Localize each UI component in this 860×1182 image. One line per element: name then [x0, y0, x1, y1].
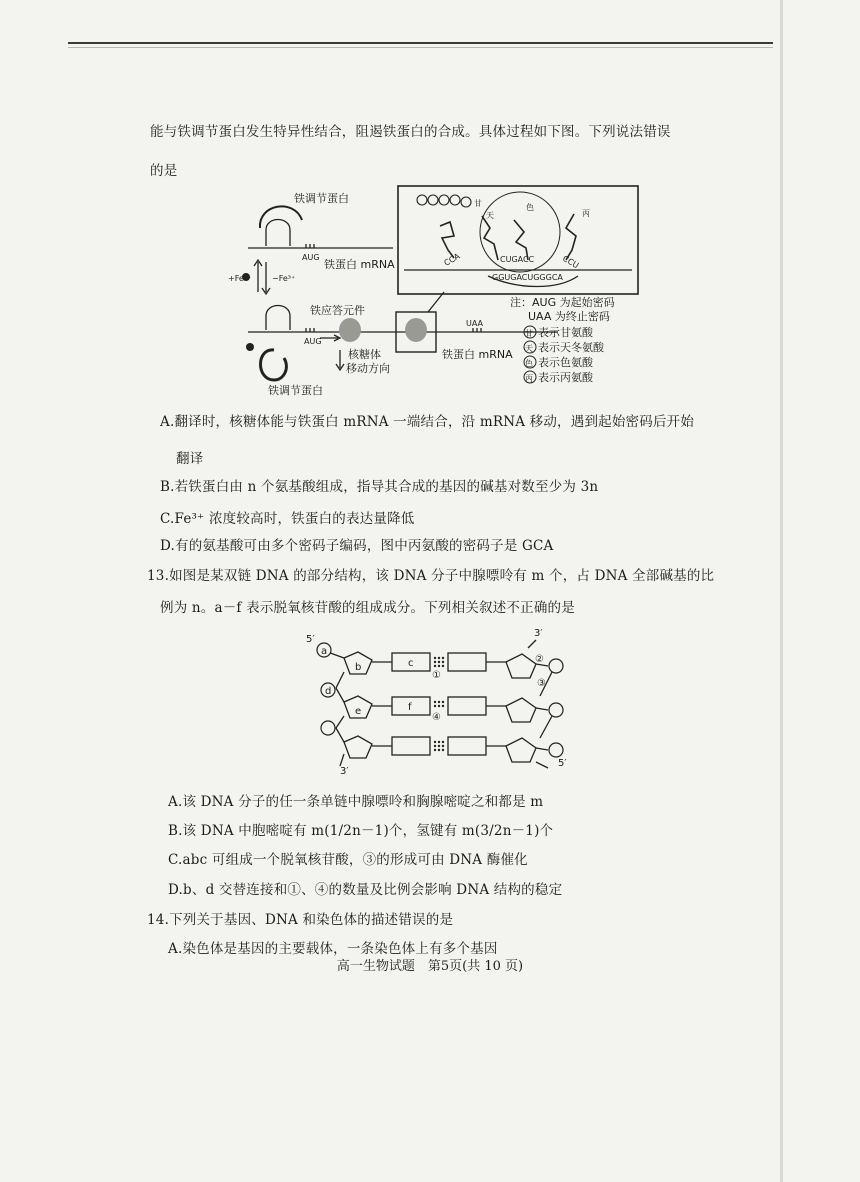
anticodon-mid: CUGACC — [500, 255, 535, 264]
label-5prime-top: 5′ — [306, 634, 315, 645]
svg-text:丙: 丙 — [525, 374, 533, 383]
legend-tian — [524, 340, 605, 354]
top-rule — [68, 42, 773, 44]
ribosome-2 — [405, 318, 427, 342]
label-d: d — [325, 686, 332, 697]
legend-bing — [524, 370, 594, 384]
phosphate-right-1 — [549, 659, 563, 673]
regulator-protein-bottom — [261, 350, 287, 380]
page-edge-shadow — [780, 0, 783, 1182]
label-e: e — [355, 706, 362, 717]
legend-se — [524, 355, 594, 369]
label-3prime-bottom: 3′ — [340, 766, 349, 777]
ire-hairpin-mid — [266, 306, 290, 331]
svg-text:天: 天 — [525, 344, 533, 353]
q12-intro-line2: 的是 — [150, 163, 178, 179]
aa-se-marker: 色 — [526, 203, 534, 212]
top-rule-thin — [68, 47, 773, 48]
q14-stem: 14.下列关于基因、DNA 和染色体的描述错误的是 — [147, 912, 454, 928]
svg-text:表示甘氨酸: 表示甘氨酸 — [538, 326, 593, 339]
sugar-left-3 — [344, 736, 372, 758]
iron-regulation-figure — [228, 180, 648, 400]
regulator-label-bottom: 铁调节蛋白 — [268, 384, 323, 397]
q13-option-a: A.该 DNA 分子的任一条单链中腺嘌呤和胸腺嘧啶之和都是 m — [168, 794, 544, 810]
q14-option-a: A.染色体是基因的主要载体，一条染色体上有多个基因 — [168, 941, 498, 957]
aug-label-mid: AUG — [304, 337, 322, 346]
svg-text:表示色氨酸: 表示色氨酸 — [538, 356, 593, 369]
q13-stem-line1: 13.如图是某双链 DNA 的部分结构，该 DNA 分子中腺嘌呤有 m 个，占 DNA 全部碱基的比 — [147, 568, 715, 584]
label-4: ④ — [432, 712, 441, 723]
phosphate-right-3 — [549, 743, 563, 757]
q12-option-d: D.有的氨基酸可由多个密码子编码，图中丙氨酸的密码子是 GCA — [160, 538, 554, 554]
aa-gan-marker: 甘 — [474, 199, 482, 208]
note-uaa: UAA 为终止密码 — [528, 310, 610, 323]
ire-label: 铁应答元件 — [310, 304, 365, 317]
svg-text:甘: 甘 — [525, 329, 533, 338]
q13-stem-line2: 例为 n。a－f 表示脱氧核苷酸的组成成分。下列相关叙述不正确的是 — [160, 600, 575, 616]
aug-label-top: AUG — [302, 253, 320, 262]
q13-option-d: D.b、d 交替连接和①、④的数量及比例会影响 DNA 结构的稳定 — [168, 882, 563, 898]
regulator-label-top: 铁调节蛋白 — [294, 192, 349, 205]
label-a: a — [321, 646, 328, 657]
phosphate-left-3 — [321, 721, 335, 735]
q12-option-a-line1: A.翻译时，核糖体能与铁蛋白 mRNA 一端结合，沿 mRNA 移动，遇到起始密码后开始 — [160, 414, 695, 430]
base-right-3 — [448, 737, 486, 755]
ribosome-1 — [339, 318, 361, 342]
label-1: ① — [432, 670, 441, 681]
page-footer: 高一生物试题 第5页(共 10 页) — [336, 959, 524, 974]
q13-option-c: C.abc 可组成一个脱氧核苷酸，③的形成可由 DNA 酶催化 — [168, 852, 528, 868]
aa-tian-marker: 天 — [486, 211, 494, 220]
amino-acid-legend — [524, 325, 605, 384]
sugar-right-2 — [506, 698, 536, 722]
plus-fe-label: +Fe³⁺ — [228, 274, 252, 283]
regulator-protein-top — [260, 206, 302, 228]
label-3prime-top: 3′ — [534, 628, 543, 639]
trna-1 — [440, 222, 454, 258]
label-b: b — [355, 662, 362, 673]
inset-mrna-seq: GGUGACUGGGCA — [492, 273, 563, 282]
mrna-label-mid: 铁蛋白 mRNA — [442, 348, 513, 361]
phosphate-right-2 — [549, 703, 563, 717]
base-right-1 — [448, 653, 486, 671]
ribosome-label: 核糖体 — [348, 348, 381, 361]
mrna-label-top: 铁蛋白 mRNA — [324, 258, 395, 271]
trna-3 — [514, 220, 528, 260]
ribosome-direction-label: 移动方向 — [346, 362, 390, 375]
label-c: c — [408, 658, 414, 669]
anticodon-right: CCU — [561, 253, 581, 271]
label-f: f — [408, 702, 412, 713]
svg-text:表示天冬氨酸: 表示天冬氨酸 — [538, 341, 604, 354]
trna-2 — [482, 216, 498, 260]
label-3: ③ — [537, 678, 546, 689]
label-5prime-bottom: 5′ — [558, 758, 567, 769]
sugar-right-1 — [506, 654, 536, 678]
anticodon-left: CCA — [442, 251, 462, 268]
base-right-2 — [448, 697, 486, 715]
label-2: ② — [535, 654, 544, 665]
uaa-label: UAA — [466, 319, 484, 328]
q12-option-c: C.Fe³⁺ 浓度较高时，铁蛋白的表达量降低 — [160, 511, 415, 527]
sugar-right-3 — [506, 738, 536, 762]
q12-option-b: B.若铁蛋白由 n 个氨基酸组成，指导其合成的基因的碱基对数至少为 3n — [160, 479, 599, 495]
note-title: 注：AUG 为起始密码 — [510, 296, 615, 309]
q12-option-a-line2: 翻译 — [176, 451, 204, 467]
q13-option-b: B.该 DNA 中胞嘧啶有 m(1/2n－1)个，氢键有 m(3/2n－1)个 — [168, 823, 554, 839]
trna-4 — [566, 214, 576, 260]
dna-structure-figure — [300, 620, 590, 780]
aa-bing-marker: 丙 — [582, 209, 590, 218]
minus-fe-label: −Fe³⁺ — [272, 274, 296, 283]
svg-text:表示丙氨酸: 表示丙氨酸 — [538, 371, 593, 384]
q12-intro-line1: 能与铁调节蛋白发生特异性结合，阻遏铁蛋白的合成。具体过程如下图。下列说法错误 — [150, 124, 671, 140]
ire-hairpin-top — [266, 220, 290, 247]
svg-text:色: 色 — [525, 359, 533, 368]
base-left-3 — [392, 737, 430, 755]
